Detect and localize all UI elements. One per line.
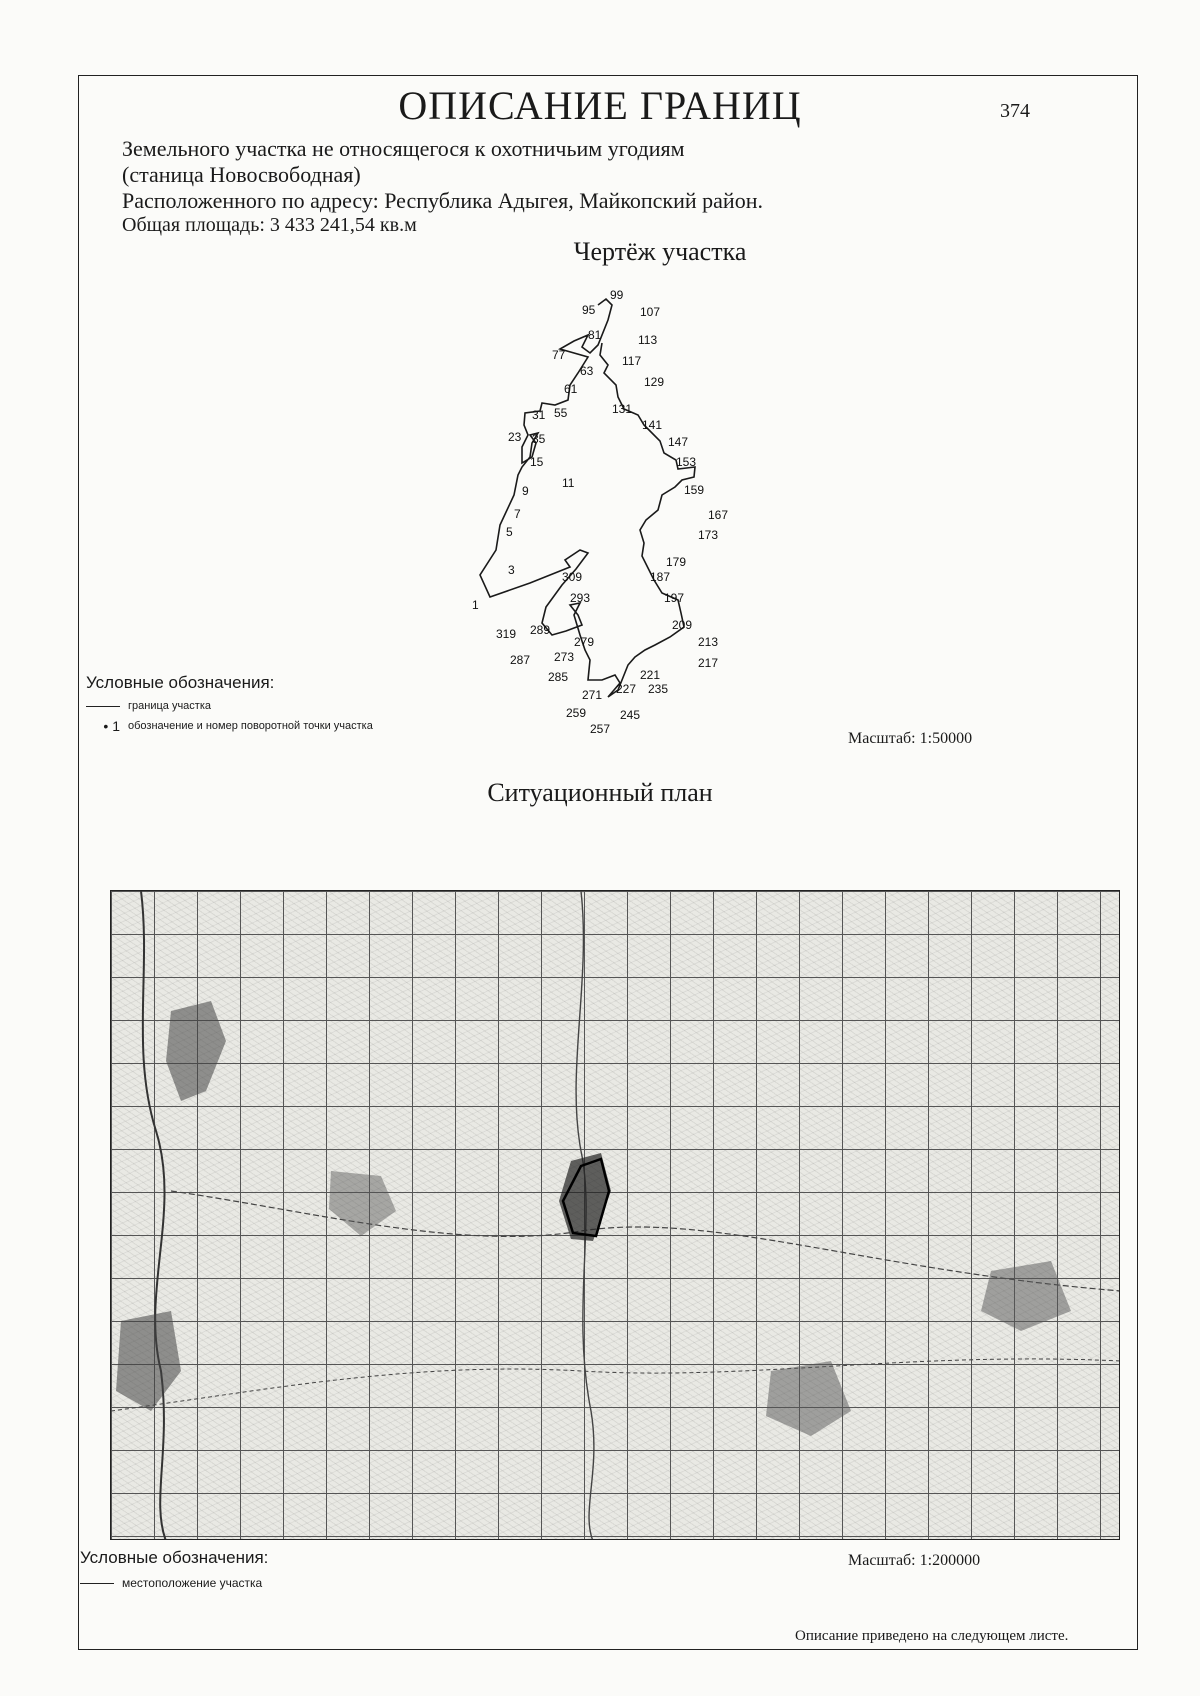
turning-point-label-77: 77 [552,348,566,362]
turning-point-label-221: 221 [640,668,661,682]
map-features [111,891,1120,1540]
settlement-area [766,1361,851,1436]
turning-point-label-113: 113 [638,333,658,347]
turning-point-label-81: 81 [588,328,602,342]
turning-point-label-187: 187 [650,570,671,584]
footer-note: Описание приведено на следующем листе. [795,1628,1069,1644]
plot-scale: Масштаб: 1:50000 [848,730,973,747]
turning-point-label-5: 5 [506,525,513,539]
turning-point-label-235: 235 [648,682,669,696]
turning-point-label-15: 15 [530,455,544,469]
turning-point-label-257: 257 [590,722,611,736]
road-line [171,1191,1120,1291]
info-line-village: (станица Новосвободная) [122,162,361,187]
turning-point-label-179: 179 [666,555,687,569]
river-line [141,891,166,1540]
turning-point-label-217: 217 [698,656,719,670]
turning-point-label-293: 293 [570,591,591,605]
boundary-line-symbol [86,706,120,707]
map-legend-title: Условные обозначения: [80,1548,269,1567]
turning-point-label-289: 289 [530,623,551,637]
info-line-area: Общая площадь: 3 433 241,54 кв.м [122,214,417,236]
settlement-area [116,1311,181,1411]
turning-point-label-309: 309 [562,570,583,584]
turning-point-label-3: 3 [508,563,515,577]
turning-point-label-213: 213 [698,635,719,649]
turning-point-label-227: 227 [616,682,637,696]
page-number: 374 [1000,100,1030,122]
turning-point-label-167: 167 [708,508,729,522]
info-line-address: Расположенного по адресу: Республика Адыгея, Майкопский район. [122,188,763,213]
page-title: ОПИСАНИЕ ГРАНИЦ [398,83,802,128]
turning-point-label-117: 117 [622,354,642,368]
plot-legend-boundary [86,700,211,712]
map-legend-location [80,1576,262,1590]
plot-legend-boundary-label: граница участка [128,700,211,712]
settlement-area [981,1261,1071,1331]
turning-point-label-159: 159 [684,483,705,497]
plot-drawing-heading: Чертёж участка [573,237,747,266]
turning-point-label-319: 319 [496,627,517,641]
turning-point-label-147: 147 [668,435,689,449]
turning-point-label-107: 107 [640,305,661,319]
turning-point-label-173: 173 [698,528,719,542]
location-line-symbol [80,1583,114,1584]
plot-legend-point-label: обозначение и номер поворотной точки участка [128,720,373,732]
turning-point-label-9: 9 [522,484,529,498]
turning-point-label-209: 209 [672,618,693,632]
turning-point-label-61: 61 [564,382,578,396]
info-line-parcel: Земельного участка не относящегося к охотничьим угодиям [122,136,685,161]
turning-point-label-63: 63 [580,364,594,378]
turning-point-label-99: 99 [610,288,624,302]
plot-legend-title: Условные обозначения: [86,673,275,692]
turning-point-symbol: • 1 [103,718,120,734]
turning-point-label-23: 23 [508,430,522,444]
turning-point-label-35: 35 [532,432,546,446]
turning-point-label-273: 273 [554,650,575,664]
situation-plan-heading: Ситуационный план [487,778,713,807]
turning-point-label-129: 129 [644,375,665,389]
turning-point-label-55: 55 [554,406,568,420]
map-scale: Масштаб: 1:200000 [848,1552,981,1569]
turning-point-label-285: 285 [548,670,569,684]
turning-point-label-279: 279 [574,635,595,649]
turning-point-label-131: 131 [612,402,633,416]
plot-boundary-drawing [470,285,780,765]
settlement-area [166,1001,226,1101]
turning-point-label-245: 245 [620,708,641,722]
road-line [111,1359,1120,1411]
plot-legend-point [86,718,373,734]
turning-point-label-11: 11 [562,476,575,490]
turning-point-label-141: 141 [642,418,663,432]
map-legend-location-label: местоположение участка [122,1576,263,1590]
turning-point-label-197: 197 [664,591,685,605]
turning-point-label-1: 1 [472,598,479,612]
topographic-map [110,890,1120,1540]
turning-point-label-153: 153 [676,455,697,469]
turning-point-label-7: 7 [514,507,521,521]
turning-point-label-95: 95 [582,303,596,317]
turning-point-label-31: 31 [532,408,546,422]
turning-point-label-287: 287 [510,653,531,667]
turning-point-label-271: 271 [582,688,603,702]
turning-point-label-259: 259 [566,706,587,720]
